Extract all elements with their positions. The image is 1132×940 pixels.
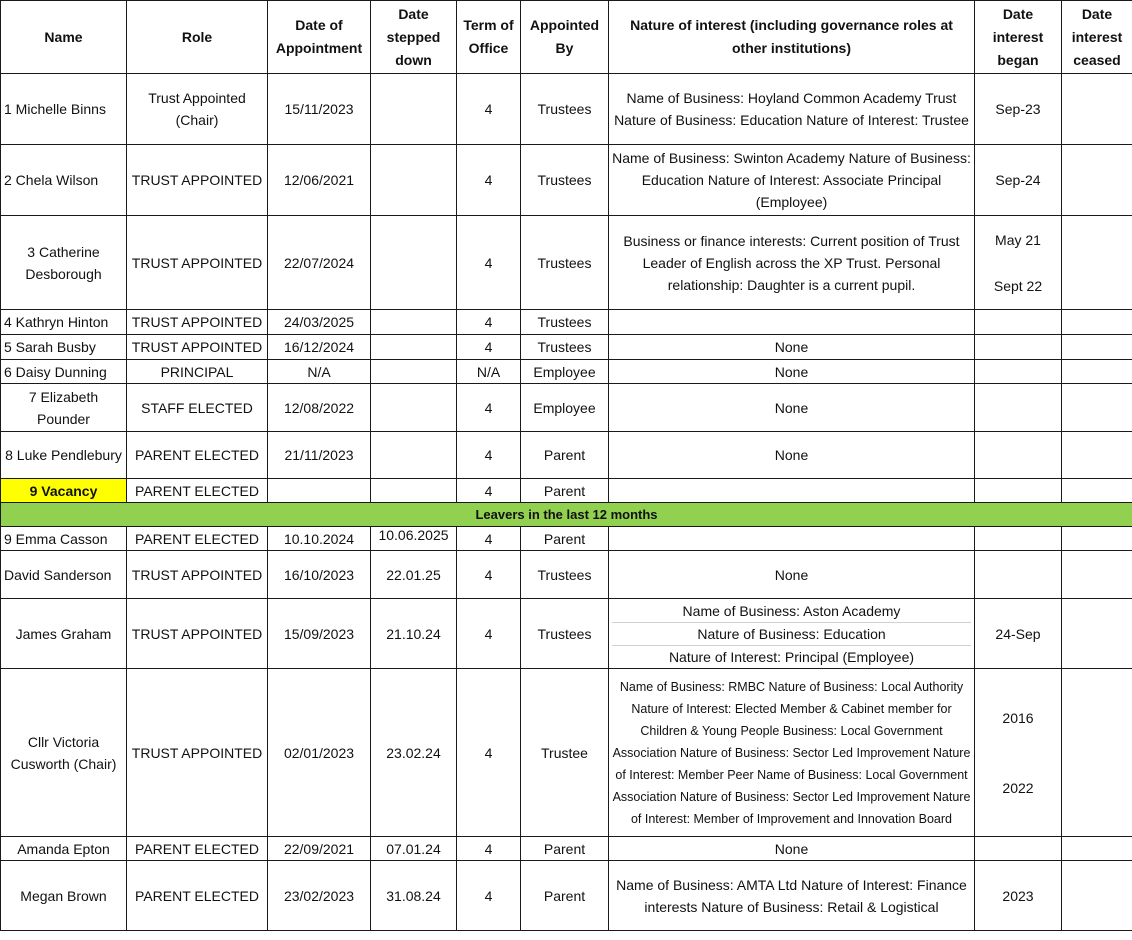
member-name: 8 Luke Pendlebury <box>1 432 127 479</box>
date-interest-began: Sep-23 <box>975 74 1062 145</box>
term-of-office: 4 <box>457 551 521 599</box>
member-role: PRINCIPAL <box>127 360 268 384</box>
date-stepped-down: 21.10.24 <box>371 599 457 669</box>
table-row <box>1 479 1132 503</box>
nature-of-interest: None <box>609 360 975 384</box>
member-name: David Sanderson <box>1 551 127 599</box>
stepped-down-overflow: 10.06.2025 <box>378 527 449 543</box>
appointed-by: Trustees <box>521 74 609 145</box>
appointed-by: Parent <box>521 432 609 479</box>
date-interest-ceased <box>1062 599 1132 669</box>
appointed-by: Trustees <box>521 335 609 360</box>
date-interest-began <box>975 837 1062 861</box>
date-interest-began <box>975 360 1062 384</box>
date-interest-began <box>975 669 1062 837</box>
nature-of-interest <box>609 527 975 551</box>
date-of-appointment: 12/06/2021 <box>268 145 371 216</box>
term-of-office: N/A <box>457 360 521 384</box>
date-stepped-down <box>371 360 457 384</box>
table-row <box>1 360 1132 384</box>
table-row <box>1 527 1132 551</box>
date-interest-ceased <box>1062 551 1132 599</box>
term-of-office: 4 <box>457 216 521 310</box>
date-interest-began <box>975 551 1062 599</box>
date-of-appointment: 16/12/2024 <box>268 335 371 360</box>
member-role: TRUST APPOINTED <box>127 335 268 360</box>
date-stepped-down: 22.01.25 <box>371 551 457 599</box>
date-of-appointment: 15/11/2023 <box>268 74 371 145</box>
member-role: Trust Appointed (Chair) <box>127 74 268 145</box>
nature-of-interest: Name of Business: RMBC Nature of Business: Local Authority Nature of Interest: Elected Member & Cabinet member for Children & Young People Business: Local Government Association Nature of Business: Sector Led Improvement Nature of Interest: Member Peer Name of Business: Local Government Association Nature of Business: Sector Led Improvement Nature of Interest: Member of Improvement and Innovation Board <box>609 669 975 837</box>
interest-began-second: Sept 22 <box>993 277 1043 294</box>
date-interest-ceased <box>1062 310 1132 335</box>
date-stepped-down <box>371 216 457 310</box>
date-interest-began <box>975 335 1062 360</box>
interest-began-first: May 21 <box>995 231 1041 248</box>
member-name: 5 Sarah Busby <box>1 335 127 360</box>
header-role: Role <box>127 1 268 74</box>
date-stepped-down <box>371 479 457 503</box>
nature-of-interest: Name of Business: Hoyland Common Academy Trust Nature of Business: Education Nature of Interest: Trustee <box>609 74 975 145</box>
table-row <box>1 310 1132 335</box>
date-interest-ceased <box>1062 527 1132 551</box>
term-of-office: 4 <box>457 335 521 360</box>
member-name: Megan Brown <box>1 861 127 931</box>
date-of-appointment: 23/02/2023 <box>268 861 371 931</box>
date-of-appointment: 15/09/2023 <box>268 599 371 669</box>
table-row <box>1 551 1132 599</box>
member-name: 7 Elizabeth Pounder <box>1 384 127 432</box>
table-row <box>1 384 1132 432</box>
term-of-office: 4 <box>457 74 521 145</box>
member-role: TRUST APPOINTED <box>127 216 268 310</box>
term-of-office: 4 <box>457 479 521 503</box>
member-role: PARENT ELECTED <box>127 479 268 503</box>
nature-line: Nature of Interest: Principal (Employee) <box>668 648 915 665</box>
term-of-office: 4 <box>457 527 521 551</box>
appointed-by: Trustees <box>521 599 609 669</box>
date-of-appointment: 02/01/2023 <box>268 669 371 837</box>
header-date-interest-began: Date interest began <box>975 1 1062 74</box>
date-stepped-down <box>371 527 457 551</box>
nature-of-interest: None <box>609 432 975 479</box>
member-role: TRUST APPOINTED <box>127 310 268 335</box>
header-date-interest-ceased: Date interest ceased <box>1062 1 1132 74</box>
leavers-title: Leavers in the last 12 months <box>1 503 1132 527</box>
term-of-office: 4 <box>457 669 521 837</box>
header-name: Name <box>1 1 127 74</box>
appointed-by: Trustees <box>521 145 609 216</box>
leavers-section-header <box>1 503 1132 527</box>
appointed-by: Trustee <box>521 669 609 837</box>
date-interest-began: Sep-24 <box>975 145 1062 216</box>
member-role: PARENT ELECTED <box>127 527 268 551</box>
nature-of-interest <box>609 479 975 503</box>
date-of-appointment: 16/10/2023 <box>268 551 371 599</box>
date-stepped-down <box>371 432 457 479</box>
nature-of-interest: None <box>609 551 975 599</box>
date-of-appointment <box>268 479 371 503</box>
table-row <box>1 599 1132 669</box>
date-interest-began <box>975 216 1062 310</box>
member-role: PARENT ELECTED <box>127 837 268 861</box>
interest-began-second: 2022 <box>1002 779 1034 796</box>
date-interest-ceased <box>1062 216 1132 310</box>
appointed-by: Trustees <box>521 310 609 335</box>
term-of-office: 4 <box>457 861 521 931</box>
header-row <box>1 1 1132 74</box>
date-interest-ceased <box>1062 335 1132 360</box>
date-interest-ceased <box>1062 837 1132 861</box>
date-of-appointment: 24/03/2025 <box>268 310 371 335</box>
nature-of-interest: Name of Business: AMTA Ltd Nature of Interest: Finance interests Nature of Business: Retail & Logistical <box>609 861 975 931</box>
member-role: PARENT ELECTED <box>127 432 268 479</box>
table-row <box>1 861 1132 931</box>
header-nature-of-interest: Nature of interest (including governance roles at other institutions) <box>609 1 975 74</box>
nature-of-interest: None <box>609 384 975 432</box>
appointed-by: Parent <box>521 837 609 861</box>
appointed-by: Parent <box>521 527 609 551</box>
date-stepped-down <box>371 74 457 145</box>
member-name-vacancy: 9 Vacancy <box>1 479 127 503</box>
date-of-appointment: 10.10.2024 <box>268 527 371 551</box>
nature-of-interest: Business or finance interests: Current position of Trust Leader of English across the XP Trust. Personal relationship: Daughter is a current pupil. <box>609 216 975 310</box>
member-role: STAFF ELECTED <box>127 384 268 432</box>
table-row <box>1 216 1132 310</box>
date-of-appointment: N/A <box>268 360 371 384</box>
date-interest-ceased <box>1062 669 1132 837</box>
date-interest-ceased <box>1062 360 1132 384</box>
date-interest-began <box>975 479 1062 503</box>
date-interest-began <box>975 384 1062 432</box>
interest-began-first: 2016 <box>1002 709 1034 726</box>
date-interest-ceased <box>1062 384 1132 432</box>
date-interest-ceased <box>1062 432 1132 479</box>
date-of-appointment: 22/09/2021 <box>268 837 371 861</box>
date-stepped-down <box>371 310 457 335</box>
date-of-appointment: 22/07/2024 <box>268 216 371 310</box>
member-role: PARENT ELECTED <box>127 861 268 931</box>
appointed-by: Trustees <box>521 216 609 310</box>
nature-of-interest: Name of Business: Swinton Academy Nature of Business: Education Nature of Interest: Associate Principal (Employee) <box>609 145 975 216</box>
header-date-of-appointment: Date of Appointment <box>268 1 371 74</box>
appointed-by: Parent <box>521 479 609 503</box>
member-name: James Graham <box>1 599 127 669</box>
header-appointed-by: Appointed By <box>521 1 609 74</box>
date-interest-began <box>975 527 1062 551</box>
member-role: TRUST APPOINTED <box>127 669 268 837</box>
appointed-by: Employee <box>521 360 609 384</box>
member-name: Amanda Epton <box>1 837 127 861</box>
date-stepped-down: 23.02.24 <box>371 669 457 837</box>
nature-of-interest <box>609 599 975 669</box>
nature-of-interest <box>609 310 975 335</box>
date-interest-ceased <box>1062 145 1132 216</box>
member-role: TRUST APPOINTED <box>127 599 268 669</box>
appointed-by: Parent <box>521 861 609 931</box>
member-name: 4 Kathryn Hinton <box>1 310 127 335</box>
member-name: Cllr Victoria Cusworth (Chair) <box>1 669 127 837</box>
member-name: 1 Michelle Binns <box>1 74 127 145</box>
date-stepped-down <box>371 384 457 432</box>
table-row <box>1 669 1132 837</box>
member-role: TRUST APPOINTED <box>127 145 268 216</box>
appointed-by: Trustees <box>521 551 609 599</box>
member-name: 2 Chela Wilson <box>1 145 127 216</box>
date-of-appointment: 12/08/2022 <box>268 384 371 432</box>
nature-of-interest: None <box>609 335 975 360</box>
term-of-office: 4 <box>457 145 521 216</box>
appointed-by: Employee <box>521 384 609 432</box>
term-of-office: 4 <box>457 310 521 335</box>
date-interest-ceased <box>1062 74 1132 145</box>
member-name: 9 Emma Casson <box>1 527 127 551</box>
nature-of-interest: None <box>609 837 975 861</box>
date-interest-began: 24-Sep <box>975 599 1062 669</box>
table-row <box>1 74 1132 145</box>
table-row <box>1 335 1132 360</box>
nature-line: Name of Business: Aston Academy <box>612 600 971 623</box>
member-name: 3 Catherine Desborough <box>1 216 127 310</box>
date-interest-began <box>975 310 1062 335</box>
date-interest-ceased <box>1062 861 1132 931</box>
nature-line: Nature of Business: Education <box>612 623 971 646</box>
term-of-office: 4 <box>457 432 521 479</box>
member-name: 6 Daisy Dunning <box>1 360 127 384</box>
date-interest-began: 2023 <box>975 861 1062 931</box>
table-row <box>1 432 1132 479</box>
date-stepped-down <box>371 335 457 360</box>
date-stepped-down: 31.08.24 <box>371 861 457 931</box>
date-interest-ceased <box>1062 479 1132 503</box>
date-stepped-down: 07.01.24 <box>371 837 457 861</box>
table-row <box>1 145 1132 216</box>
header-date-stepped-down: Date stepped down <box>371 1 457 74</box>
term-of-office: 4 <box>457 384 521 432</box>
term-of-office: 4 <box>457 599 521 669</box>
term-of-office: 4 <box>457 837 521 861</box>
date-of-appointment: 21/11/2023 <box>268 432 371 479</box>
table-row <box>1 837 1132 861</box>
date-stepped-down <box>371 145 457 216</box>
header-term-of-office: Term of Office <box>457 1 521 74</box>
member-role: TRUST APPOINTED <box>127 551 268 599</box>
date-interest-began <box>975 432 1062 479</box>
